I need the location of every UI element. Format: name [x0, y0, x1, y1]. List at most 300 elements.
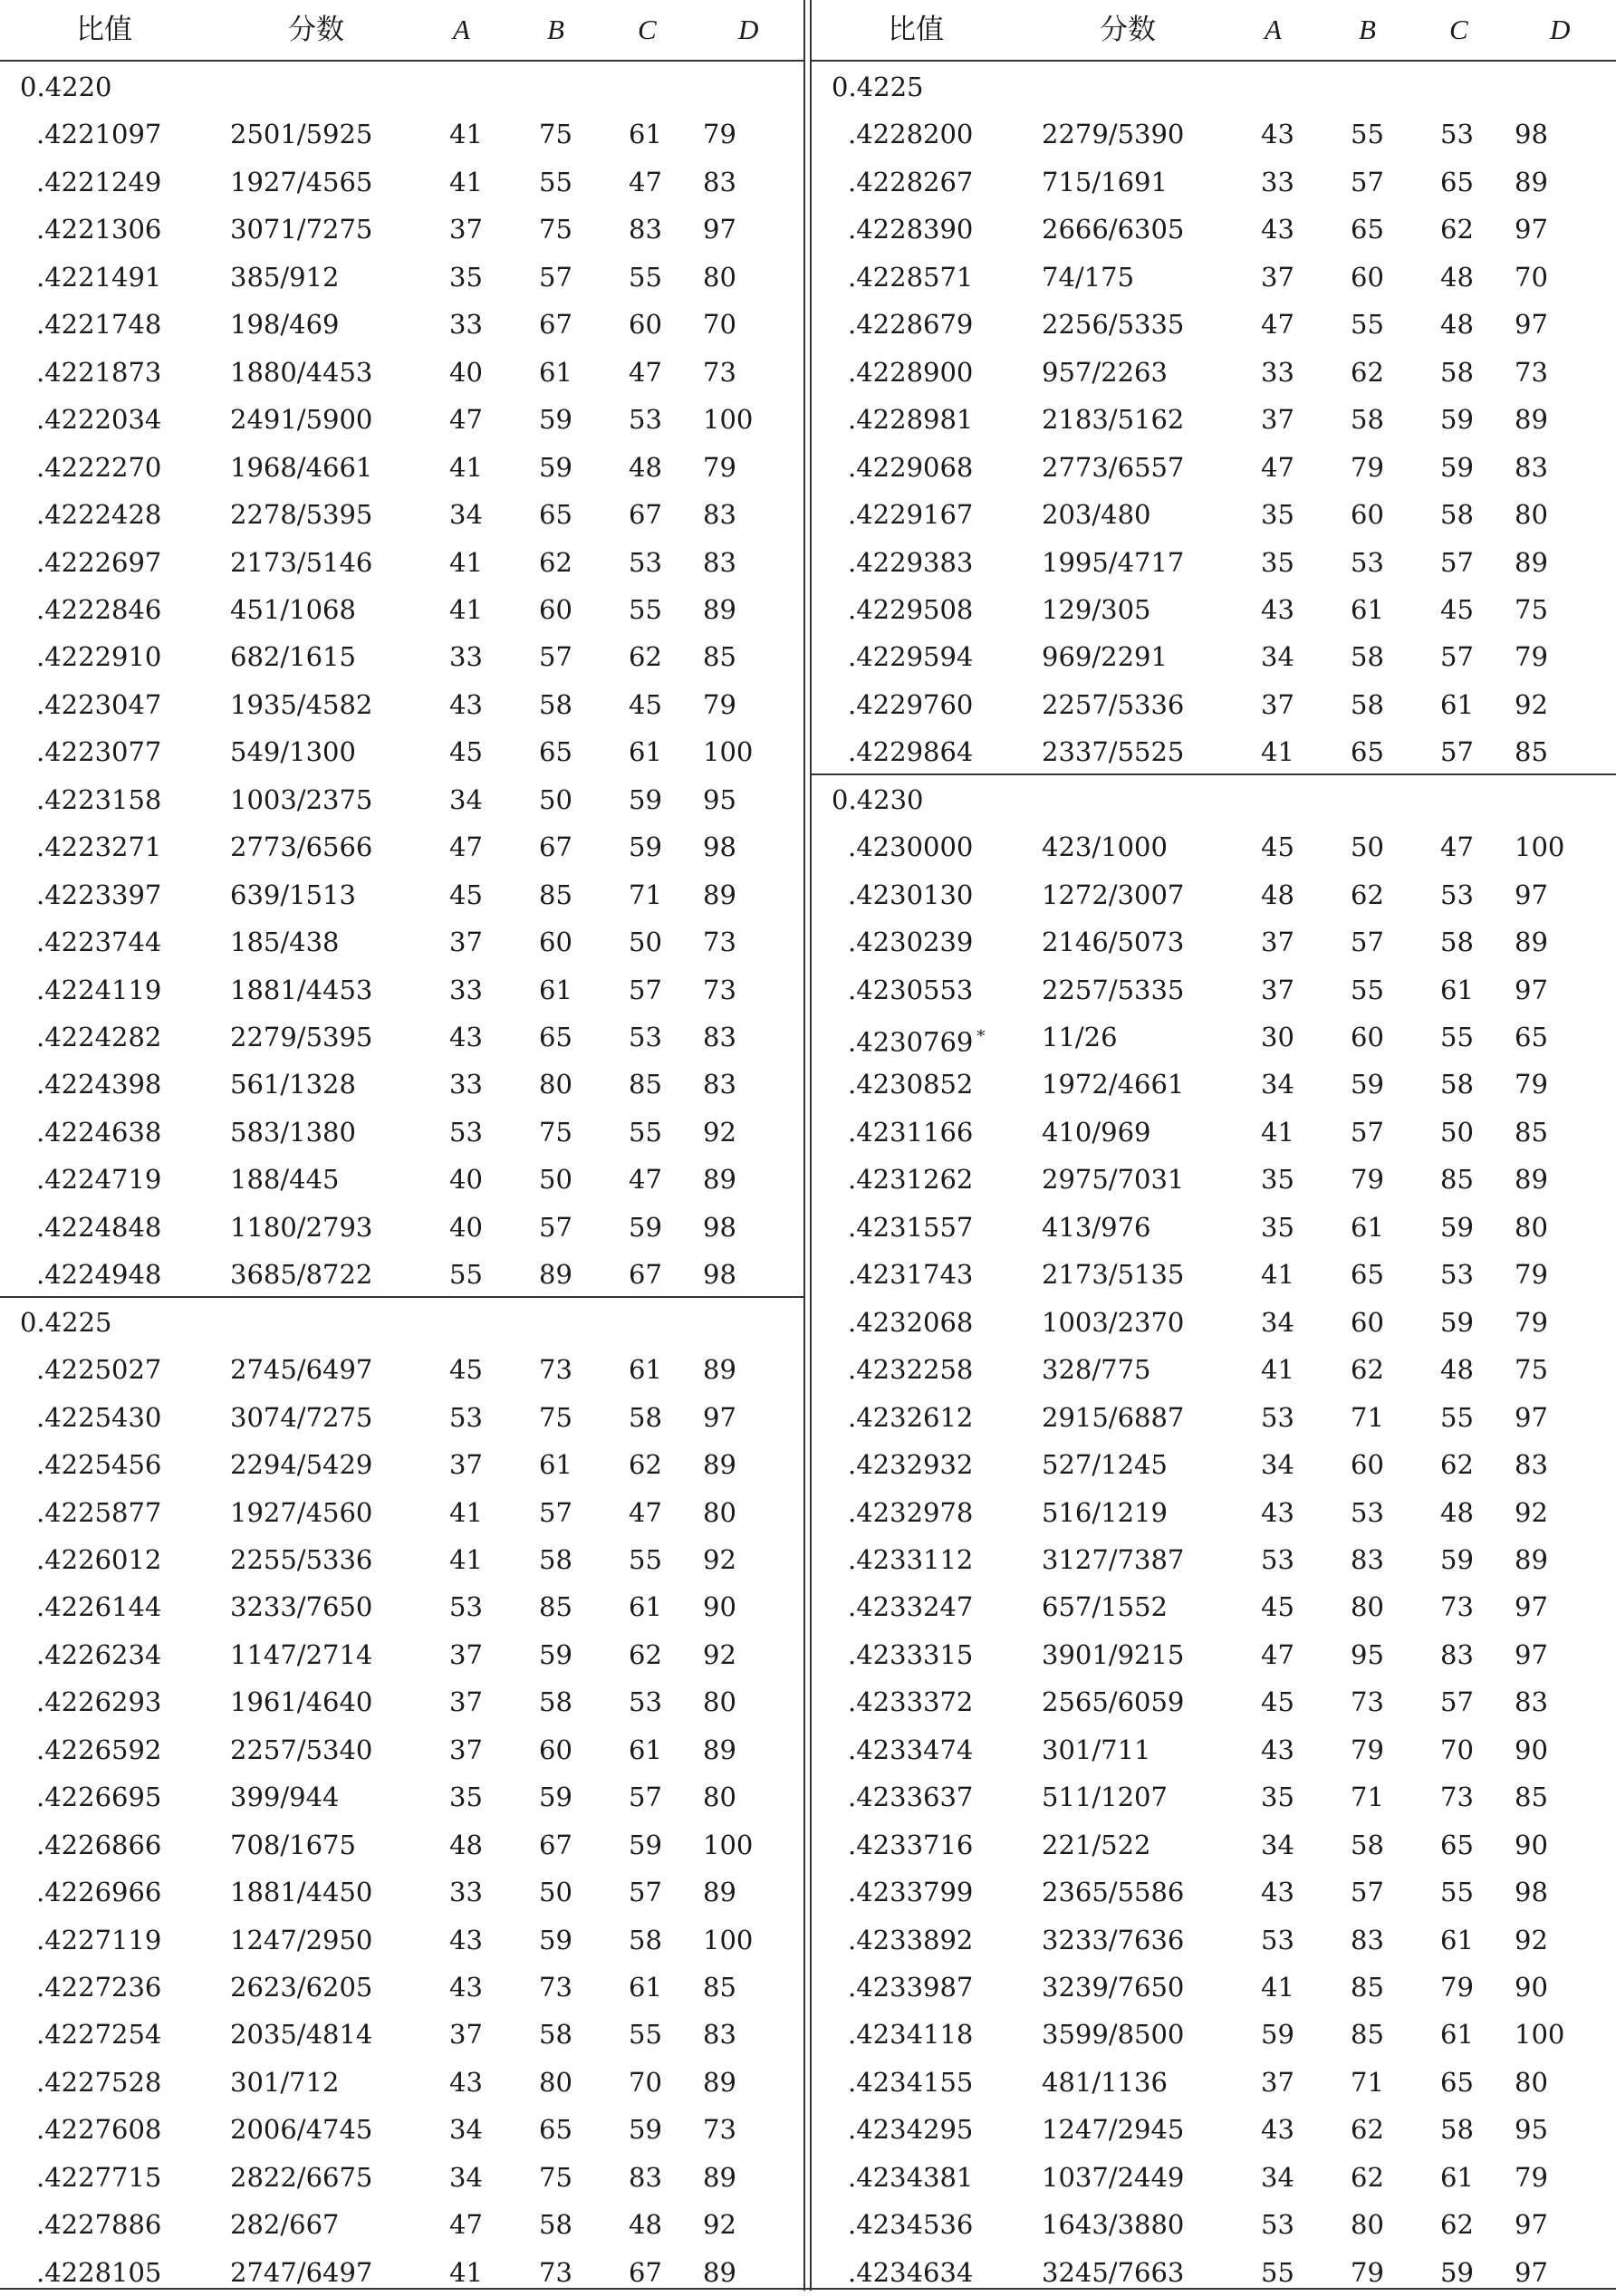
cell-c: 61 — [1440, 688, 1474, 720]
cell-ratio: .4223271 — [36, 831, 162, 863]
table-header — [812, 0, 1616, 62]
cell-c: 55 — [1440, 1401, 1474, 1433]
cell-ratio: .4228105 — [36, 2256, 162, 2288]
table-row — [0, 2106, 803, 2153]
cell-c: 57 — [1440, 1686, 1474, 1718]
cell-fraction: 188/445 — [230, 1164, 340, 1196]
cell-fraction: 2257/5335 — [1042, 974, 1185, 1005]
cell-c: 55 — [629, 1116, 662, 1148]
cell-d: 97 — [1515, 1638, 1548, 1670]
cell-ratio: .4233799 — [848, 1877, 974, 1908]
cell-c: 55 — [629, 1543, 662, 1575]
header-ratio: 比值 — [888, 14, 944, 46]
cell-c: 62 — [629, 641, 662, 673]
cell-fraction: 2257/5340 — [230, 1734, 373, 1765]
cell-b: 75 — [539, 1401, 572, 1433]
cell-b: 67 — [539, 831, 572, 863]
cell-a: 33 — [1261, 166, 1294, 197]
cell-d: 89 — [703, 1164, 736, 1196]
table-row — [0, 633, 803, 680]
cell-ratio: .4221097 — [36, 119, 162, 150]
cell-d: 89 — [1515, 927, 1548, 958]
cell-a: 34 — [1261, 1069, 1294, 1100]
cell-b: 75 — [539, 2161, 572, 2193]
cell-a: 37 — [449, 2019, 483, 2051]
cell-a: 41 — [1261, 1354, 1294, 1386]
cell-d: 97 — [1515, 1401, 1548, 1433]
table-row — [812, 1964, 1616, 2011]
cell-d: 85 — [1515, 736, 1548, 768]
cell-fraction: 185/438 — [230, 927, 340, 958]
cell-fraction: 2491/5900 — [230, 404, 373, 436]
cell-fraction: 399/944 — [230, 1782, 340, 1813]
cell-ratio: .4225027 — [36, 1354, 162, 1386]
cell-a: 35 — [449, 261, 483, 293]
table-row — [812, 396, 1616, 443]
table-row — [812, 1869, 1616, 1916]
cell-a: 43 — [1261, 119, 1294, 150]
cell-d: 92 — [703, 1543, 736, 1575]
cell-b: 58 — [1351, 1829, 1384, 1860]
cell-d: 79 — [1515, 2161, 1548, 2193]
cell-a: 33 — [449, 1069, 483, 1100]
table-row — [0, 349, 803, 396]
cell-fraction: 3901/9215 — [1042, 1638, 1185, 1670]
cell-b: 65 — [539, 2114, 572, 2146]
cell-ratio: .4230553 — [848, 974, 974, 1005]
table-row — [812, 1917, 1616, 1964]
cell-a: 33 — [449, 309, 483, 341]
cell-b: 57 — [539, 261, 572, 293]
cell-ratio: .4229068 — [848, 451, 974, 483]
cell-c: 55 — [1440, 1022, 1474, 1052]
cell-d: 89 — [1515, 404, 1548, 436]
cell-b: 65 — [1351, 1259, 1384, 1291]
cell-b: 57 — [539, 641, 572, 673]
cell-d: 80 — [703, 1782, 736, 1813]
cell-c: 61 — [629, 1734, 662, 1765]
cell-a: 45 — [449, 1354, 483, 1386]
cell-d: 80 — [703, 261, 736, 293]
cell-a: 37 — [449, 1734, 483, 1765]
cell-d: 83 — [1515, 1449, 1548, 1481]
cell-a: 41 — [449, 2256, 483, 2288]
cell-b: 50 — [539, 1877, 572, 1908]
cell-ratio: .4224638 — [36, 1116, 162, 1148]
table-row — [0, 539, 803, 586]
cell-b: 53 — [1351, 1496, 1384, 1528]
table-row — [0, 2059, 803, 2106]
cell-c: 71 — [629, 879, 662, 910]
cell-c: 57 — [629, 1782, 662, 1813]
cell-fraction: 2337/5525 — [1042, 736, 1185, 768]
cell-fraction: 1643/3880 — [1042, 2209, 1185, 2241]
cell-fraction: 2975/7031 — [1042, 1164, 1185, 1196]
cell-fraction: 3074/7275 — [230, 1401, 373, 1433]
cell-c: 53 — [629, 1022, 662, 1052]
cell-ratio: .4226695 — [36, 1782, 162, 1813]
cell-b: 57 — [1351, 1116, 1384, 1148]
cell-ratio: .4224719 — [36, 1164, 162, 1196]
cell-c: 47 — [629, 166, 662, 197]
table-row — [812, 444, 1616, 491]
table-row — [0, 159, 803, 206]
cell-fraction: 511/1207 — [1042, 1782, 1168, 1813]
cell-a: 43 — [449, 1022, 483, 1052]
cell-b: 62 — [1351, 356, 1384, 388]
cell-c: 53 — [629, 546, 662, 578]
cell-fraction: 583/1380 — [230, 1116, 356, 1148]
table-row — [0, 966, 803, 1014]
cell-a: 41 — [1261, 1972, 1294, 2003]
table-row — [812, 1394, 1616, 1441]
cell-c: 48 — [629, 451, 662, 483]
cell-b: 71 — [1351, 1782, 1384, 1813]
cell-a: 37 — [1261, 688, 1294, 720]
table-row — [812, 1346, 1616, 1393]
cell-a: 34 — [449, 499, 483, 531]
cell-ratio: .4229864 — [848, 736, 974, 768]
cell-b: 58 — [539, 688, 572, 720]
cell-fraction: 1935/4582 — [230, 688, 373, 720]
cell-d: 92 — [1515, 688, 1548, 720]
cell-d: 92 — [703, 1638, 736, 1670]
cell-b: 71 — [1351, 1401, 1384, 1433]
cell-d: 89 — [703, 1734, 736, 1765]
section-separator — [812, 773, 1616, 775]
cell-c: 61 — [629, 1972, 662, 2003]
cell-d: 80 — [1515, 499, 1548, 531]
table-row — [812, 871, 1616, 918]
cell-a: 35 — [1261, 1211, 1294, 1243]
cell-b: 85 — [539, 1591, 572, 1623]
cell-c: 47 — [629, 1164, 662, 1196]
cell-fraction: 549/1300 — [230, 736, 356, 768]
cell-a: 37 — [449, 927, 483, 958]
cell-ratio: .4233637 — [848, 1782, 974, 1813]
cell-d: 97 — [1515, 2209, 1548, 2241]
cell-c: 59 — [1440, 404, 1474, 436]
cell-fraction: 2565/6059 — [1042, 1686, 1185, 1718]
cell-a: 35 — [1261, 499, 1294, 531]
cell-d: 79 — [1515, 1259, 1548, 1291]
cell-b: 61 — [1351, 593, 1384, 625]
table-row — [812, 1014, 1616, 1061]
cell-d: 89 — [703, 1449, 736, 1481]
table-row — [0, 1821, 803, 1869]
section-label: 0.4225 — [832, 72, 924, 102]
cell-c: 58 — [629, 1401, 662, 1433]
table-row — [0, 301, 803, 348]
cell-fraction: 2173/5146 — [230, 546, 373, 578]
cell-a: 47 — [449, 404, 483, 436]
cell-c: 62 — [629, 1638, 662, 1670]
cell-c: 59 — [629, 1211, 662, 1243]
header-ratio: 比值 — [76, 14, 132, 46]
cell-fraction: 2278/5395 — [230, 499, 373, 531]
cell-b: 59 — [539, 451, 572, 483]
cell-b: 58 — [539, 2209, 572, 2241]
cell-b: 75 — [539, 119, 572, 150]
cell-a: 34 — [1261, 2161, 1294, 2193]
cell-fraction: 2279/5395 — [230, 1022, 373, 1052]
cell-b: 62 — [1351, 2161, 1384, 2193]
table-row — [0, 728, 803, 775]
table-row — [812, 1631, 1616, 1678]
cell-ratio: .4233892 — [848, 1924, 974, 1955]
cell-ratio: .4222697 — [36, 546, 162, 578]
cell-b: 79 — [1351, 451, 1384, 483]
cell-d: 100 — [703, 736, 754, 768]
cell-b: 95 — [1351, 1638, 1384, 1670]
cell-d: 83 — [703, 546, 736, 578]
table-row — [0, 1964, 803, 2011]
cell-c: 67 — [629, 499, 662, 531]
cell-d: 100 — [703, 1829, 754, 1860]
cell-a: 41 — [1261, 736, 1294, 768]
cell-d: 80 — [1515, 2066, 1548, 2098]
cell-d: 83 — [703, 2019, 736, 2051]
cell-ratio: .4226144 — [36, 1591, 162, 1623]
cell-c: 62 — [629, 1449, 662, 1481]
cell-fraction: 1272/3007 — [1042, 879, 1185, 910]
cell-b: 58 — [539, 1543, 572, 1575]
table-row — [812, 1299, 1616, 1346]
cell-ratio: .4233372 — [848, 1686, 974, 1718]
cell-ratio: .4227715 — [36, 2161, 162, 2193]
cell-ratio: .4226592 — [36, 1734, 162, 1765]
asterisk-mark: * — [976, 1027, 986, 1046]
cell-a: 43 — [1261, 593, 1294, 625]
cell-d: 85 — [1515, 1782, 1548, 1813]
cell-fraction: 410/969 — [1042, 1116, 1151, 1148]
header-c: C — [1449, 14, 1468, 45]
cell-a: 34 — [449, 2161, 483, 2193]
cell-d: 85 — [703, 641, 736, 673]
cell-ratio: .4224119 — [36, 974, 162, 1005]
cell-b: 75 — [539, 1116, 572, 1148]
section-label: 0.4225 — [20, 1306, 112, 1338]
cell-d: 65 — [1515, 1022, 1548, 1052]
cell-ratio: .4228390 — [848, 214, 974, 245]
cell-b: 60 — [1351, 1306, 1384, 1338]
cell-ratio: .4222034 — [36, 404, 162, 436]
cell-ratio: .4225456 — [36, 1449, 162, 1481]
cell-ratio: .4229594 — [848, 641, 974, 673]
cell-d: 98 — [703, 831, 736, 863]
cell-fraction: 198/469 — [230, 309, 340, 341]
cell-fraction: 11/26 — [1042, 1022, 1118, 1052]
cell-c: 48 — [1440, 1354, 1474, 1386]
cell-d: 79 — [1515, 1306, 1548, 1338]
cell-c: 58 — [629, 1924, 662, 1955]
cell-c: 53 — [1440, 1259, 1474, 1291]
cell-d: 73 — [703, 2114, 736, 2146]
cell-b: 85 — [539, 879, 572, 910]
cell-a: 43 — [1261, 214, 1294, 245]
cell-b: 73 — [539, 1972, 572, 2003]
table-row — [812, 1773, 1616, 1820]
cell-b: 53 — [1351, 546, 1384, 578]
cell-d: 97 — [1515, 214, 1548, 245]
cell-a: 37 — [449, 214, 483, 245]
cell-c: 47 — [629, 1496, 662, 1528]
cell-c: 57 — [1440, 641, 1474, 673]
cell-b: 59 — [539, 1782, 572, 1813]
cell-b: 57 — [539, 1211, 572, 1243]
cell-d: 83 — [703, 1069, 736, 1100]
cell-fraction: 3239/7650 — [1042, 1972, 1185, 2003]
cell-b: 50 — [539, 1164, 572, 1196]
table-row — [812, 301, 1616, 348]
cell-c: 48 — [1440, 1496, 1474, 1528]
cell-ratio: .4232258 — [848, 1354, 974, 1386]
cell-ratio: .4227236 — [36, 1972, 162, 2003]
cell-a: 33 — [449, 641, 483, 673]
cell-b: 85 — [1351, 1972, 1384, 2003]
cell-fraction: 3233/7650 — [230, 1591, 373, 1623]
cell-ratio: .4233112 — [848, 1543, 974, 1575]
cell-b: 79 — [1351, 1164, 1384, 1196]
table-row — [0, 871, 803, 918]
cell-b: 50 — [1351, 831, 1384, 863]
cell-ratio: .4234155 — [848, 2066, 974, 2098]
cell-ratio: .4228900 — [848, 356, 974, 388]
cell-a: 37 — [449, 1686, 483, 1718]
cell-fraction: 129/305 — [1042, 593, 1151, 625]
cell-d: 83 — [1515, 1686, 1548, 1718]
table-row — [812, 681, 1616, 728]
cell-ratio: .4226234 — [36, 1638, 162, 1670]
cell-d: 100 — [703, 404, 754, 436]
cell-fraction: 1927/4560 — [230, 1496, 373, 1528]
cell-d: 95 — [703, 783, 736, 815]
cell-ratio: .4227886 — [36, 2209, 162, 2241]
cell-ratio: .4221491 — [36, 261, 162, 293]
cell-a: 43 — [1261, 1734, 1294, 1765]
cell-a: 33 — [449, 974, 483, 1005]
cell-ratio: .4224282 — [36, 1022, 162, 1052]
cell-c: 48 — [1440, 261, 1474, 293]
cell-b: 57 — [1351, 927, 1384, 958]
cell-b: 61 — [539, 1449, 572, 1481]
cell-c: 59 — [629, 831, 662, 863]
cell-ratio: .4231743 — [848, 1259, 974, 1291]
cell-fraction: 2255/5336 — [230, 1543, 373, 1575]
cell-a: 45 — [449, 879, 483, 910]
cell-b: 83 — [1351, 1924, 1384, 1955]
cell-fraction: 1147/2714 — [230, 1638, 373, 1670]
cell-ratio: .4230769 * — [848, 1026, 986, 1058]
cell-ratio: .4224398 — [36, 1069, 162, 1100]
header-b: B — [1359, 14, 1376, 45]
cell-c: 59 — [629, 2114, 662, 2146]
cell-c: 45 — [629, 688, 662, 720]
cell-a: 37 — [1261, 261, 1294, 293]
cell-a: 53 — [449, 1591, 483, 1623]
table-row — [812, 966, 1616, 1014]
cell-d: 79 — [1515, 641, 1548, 673]
cell-fraction: 3071/7275 — [230, 214, 373, 245]
table-row — [812, 1583, 1616, 1630]
cell-fraction: 481/1136 — [1042, 2066, 1168, 2098]
table-row — [0, 1251, 803, 1298]
cell-a: 47 — [449, 831, 483, 863]
cell-a: 55 — [449, 1259, 483, 1291]
cell-fraction: 301/711 — [1042, 1734, 1151, 1765]
cell-d: 89 — [703, 593, 736, 625]
cell-d: 97 — [1515, 1591, 1548, 1623]
cell-b: 65 — [539, 499, 572, 531]
cell-ratio: .4231262 — [848, 1164, 974, 1196]
cell-a: 37 — [1261, 974, 1294, 1005]
cell-ratio: .4230130 — [848, 879, 974, 910]
cell-c: 59 — [1440, 1306, 1474, 1338]
table-header — [0, 0, 803, 62]
cell-ratio: .4230852 — [848, 1069, 974, 1100]
cell-ratio: .4234118 — [848, 2019, 974, 2051]
cell-a: 35 — [1261, 1164, 1294, 1196]
cell-fraction: 2745/6497 — [230, 1354, 373, 1386]
cell-fraction: 1927/4565 — [230, 166, 373, 197]
cell-d: 83 — [1515, 451, 1548, 483]
cell-d: 89 — [1515, 166, 1548, 197]
cell-ratio: .4229760 — [848, 688, 974, 720]
cell-fraction: 2773/6557 — [1042, 451, 1185, 483]
cell-c: 61 — [1440, 974, 1474, 1005]
cell-fraction: 1995/4717 — [1042, 546, 1185, 578]
cell-fraction: 1037/2449 — [1042, 2161, 1185, 2193]
cell-a: 34 — [449, 2114, 483, 2146]
cell-fraction: 2365/5586 — [1042, 1877, 1185, 1908]
cell-fraction: 423/1000 — [1042, 831, 1168, 863]
cell-a: 40 — [449, 1164, 483, 1196]
cell-c: 48 — [1440, 309, 1474, 341]
cell-ratio: .4223744 — [36, 927, 162, 958]
cell-fraction: 2035/4814 — [230, 2019, 373, 2051]
cell-ratio: .4229508 — [848, 593, 974, 625]
cell-c: 53 — [629, 1686, 662, 1718]
cell-a: 37 — [1261, 404, 1294, 436]
table-row — [0, 206, 803, 253]
cell-c: 58 — [1440, 2114, 1474, 2146]
cell-c: 57 — [629, 974, 662, 1005]
cell-fraction: 516/1219 — [1042, 1496, 1168, 1528]
cell-ratio: .4225430 — [36, 1401, 162, 1433]
cell-b: 62 — [1351, 2114, 1384, 2146]
cell-a: 34 — [1261, 1449, 1294, 1481]
cell-c: 58 — [1440, 1069, 1474, 1100]
table-row — [0, 681, 803, 728]
cell-d: 83 — [703, 499, 736, 531]
cell-b: 60 — [539, 593, 572, 625]
cell-c: 67 — [629, 1259, 662, 1291]
cell-ratio: .4231166 — [848, 1116, 974, 1148]
section-label: 0.4220 — [20, 72, 112, 102]
cell-a: 41 — [1261, 1116, 1294, 1148]
cell-c: 59 — [629, 1829, 662, 1860]
cell-d: 97 — [1515, 2256, 1548, 2288]
cell-a: 35 — [1261, 1782, 1294, 1813]
cell-ratio: .4227528 — [36, 2066, 162, 2098]
cell-c: 55 — [629, 593, 662, 625]
cell-fraction: 74/175 — [1042, 261, 1135, 293]
cell-c: 61 — [1440, 1924, 1474, 1955]
cell-b: 61 — [539, 356, 572, 388]
table-row — [0, 776, 803, 823]
cell-c: 61 — [629, 1591, 662, 1623]
cell-c: 59 — [629, 783, 662, 815]
